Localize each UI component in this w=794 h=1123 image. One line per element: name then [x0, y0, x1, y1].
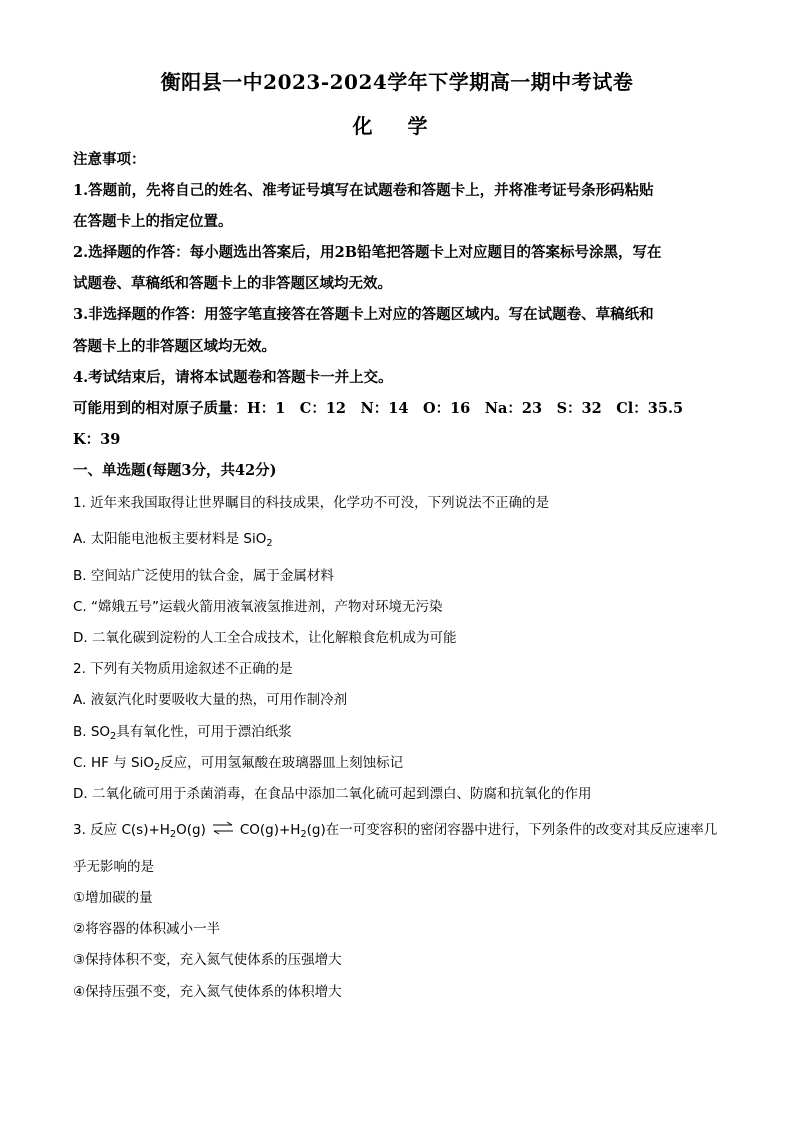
q3-stem-line-2: 乎无影响的是 [73, 859, 154, 875]
q2-option-c-post: 反应，可用氢氟酸在玻璃器皿上刻蚀标记 [160, 755, 404, 771]
section-1-heading: 一、单选题(每题3分，共42分) [73, 462, 277, 479]
q1-stem: 1. 近年来我国取得让世界瞩目的科技成果，化学功不可没，下列说法不正确的是 [73, 495, 550, 511]
q3-stem-line-1 [73, 820, 717, 840]
q2-option-c-subscript: 2 [153, 761, 161, 773]
notice-item-3-line-1: 3.非选择题的作答：用签字笔直接答在答题卡上对应的答题区域内。写在试题卷、草稿纸和 [73, 306, 654, 323]
notice-item-2-line-2: 试题卷、草稿纸和答题卡上的非答题区域均无效。 [73, 275, 392, 292]
q1-option-a [73, 529, 273, 549]
q3-option-1: ①增加碳的量 [73, 890, 153, 906]
q3-subscript-1: 2 [169, 828, 177, 840]
notice-item-2-line-1: 2.选择题的作答：每小题选出答案后，用2B铅笔把答题卡上对应题目的答案标号涂黑，写在 [73, 244, 662, 261]
q3-stem-post: (g)在一可变容积的密闭容器中进行，下列条件的改变对其反应速率几 [306, 822, 718, 838]
exam-title: 衡阳县一中2023-2024学年下学期高一期中考试卷 [160, 70, 634, 94]
subject-title: 化 学 [352, 114, 442, 138]
q3-option-4: ④保持压强不变，充入氮气使体系的体积增大 [73, 984, 342, 1000]
q3-stem-mid-1: O(g) [176, 822, 206, 838]
q2-option-b-post: 具有氧化性，可用于漂泊纸浆 [116, 724, 292, 740]
q2-option-c-pre: C. HF 与 SiO [73, 755, 154, 771]
q3-stem-pre: 3. 反应 C(s)+H [73, 822, 170, 838]
reversible-arrow-icon [210, 821, 236, 835]
notice-item-4: 4.考试结束后，请将本试题卷和答题卡一并上交。 [73, 369, 393, 386]
notice-heading: 注意事项： [73, 151, 146, 168]
notice-item-1-line-1: 1.答题前，先将自己的姓名、准考证号填写在试题卷和答题卡上，并将准考证号条形码粘贴 [73, 182, 654, 199]
q2-stem: 2. 下列有关物质用途叙述不正确的是 [73, 661, 293, 677]
q2-option-b-pre: B. SO [73, 724, 111, 740]
q1-option-b: B. 空间站广泛使用的钛合金，属于金属材料 [73, 568, 334, 584]
q3-stem-mid-2: CO(g)+H [239, 822, 301, 838]
q2-option-b [73, 722, 292, 742]
q1-option-d: D. 二氧化碳到淀粉的人工全合成技术，让化解粮食危机成为可能 [73, 630, 457, 646]
atomic-mass-line-2: K：39 [73, 431, 121, 448]
q3-option-3: ③保持体积不变，充入氮气使体系的压强增大 [73, 952, 342, 968]
q1-option-a-text: A. 太阳能电池板主要材料是 [73, 531, 240, 547]
q1-option-a-formula: SiO [243, 531, 267, 547]
q3-option-2: ②将容器的体积减小一半 [73, 921, 221, 937]
q1-option-c: C. “嫦娥五号”运载火箭用液氧液氢推进剂，产物对环境无污染 [73, 599, 443, 615]
q2-option-a: A. 液氨汽化时要吸收大量的热，可用作制冷剂 [73, 692, 348, 708]
atomic-mass-line-1: 可能用到的相对原子质量：H：1 C：12 N：14 O：16 Na：23 S：32 Cl：35.5 [73, 400, 684, 417]
q2-option-d: D. 二氧化硫可用于杀菌消毒，在食品中添加二氧化硫可起到漂白、防腐和抗氧化的作用 [73, 786, 592, 802]
q2-option-c [73, 753, 403, 773]
notice-item-1-line-2: 在答题卡上的指定位置。 [73, 213, 233, 230]
notice-item-3-line-2: 答题卡上的非答题区域均无效。 [73, 338, 276, 355]
q1-option-a-subscript: 2 [266, 537, 273, 549]
q3-subscript-2: 2 [300, 828, 307, 840]
q2-option-b-subscript: 2 [110, 730, 117, 742]
